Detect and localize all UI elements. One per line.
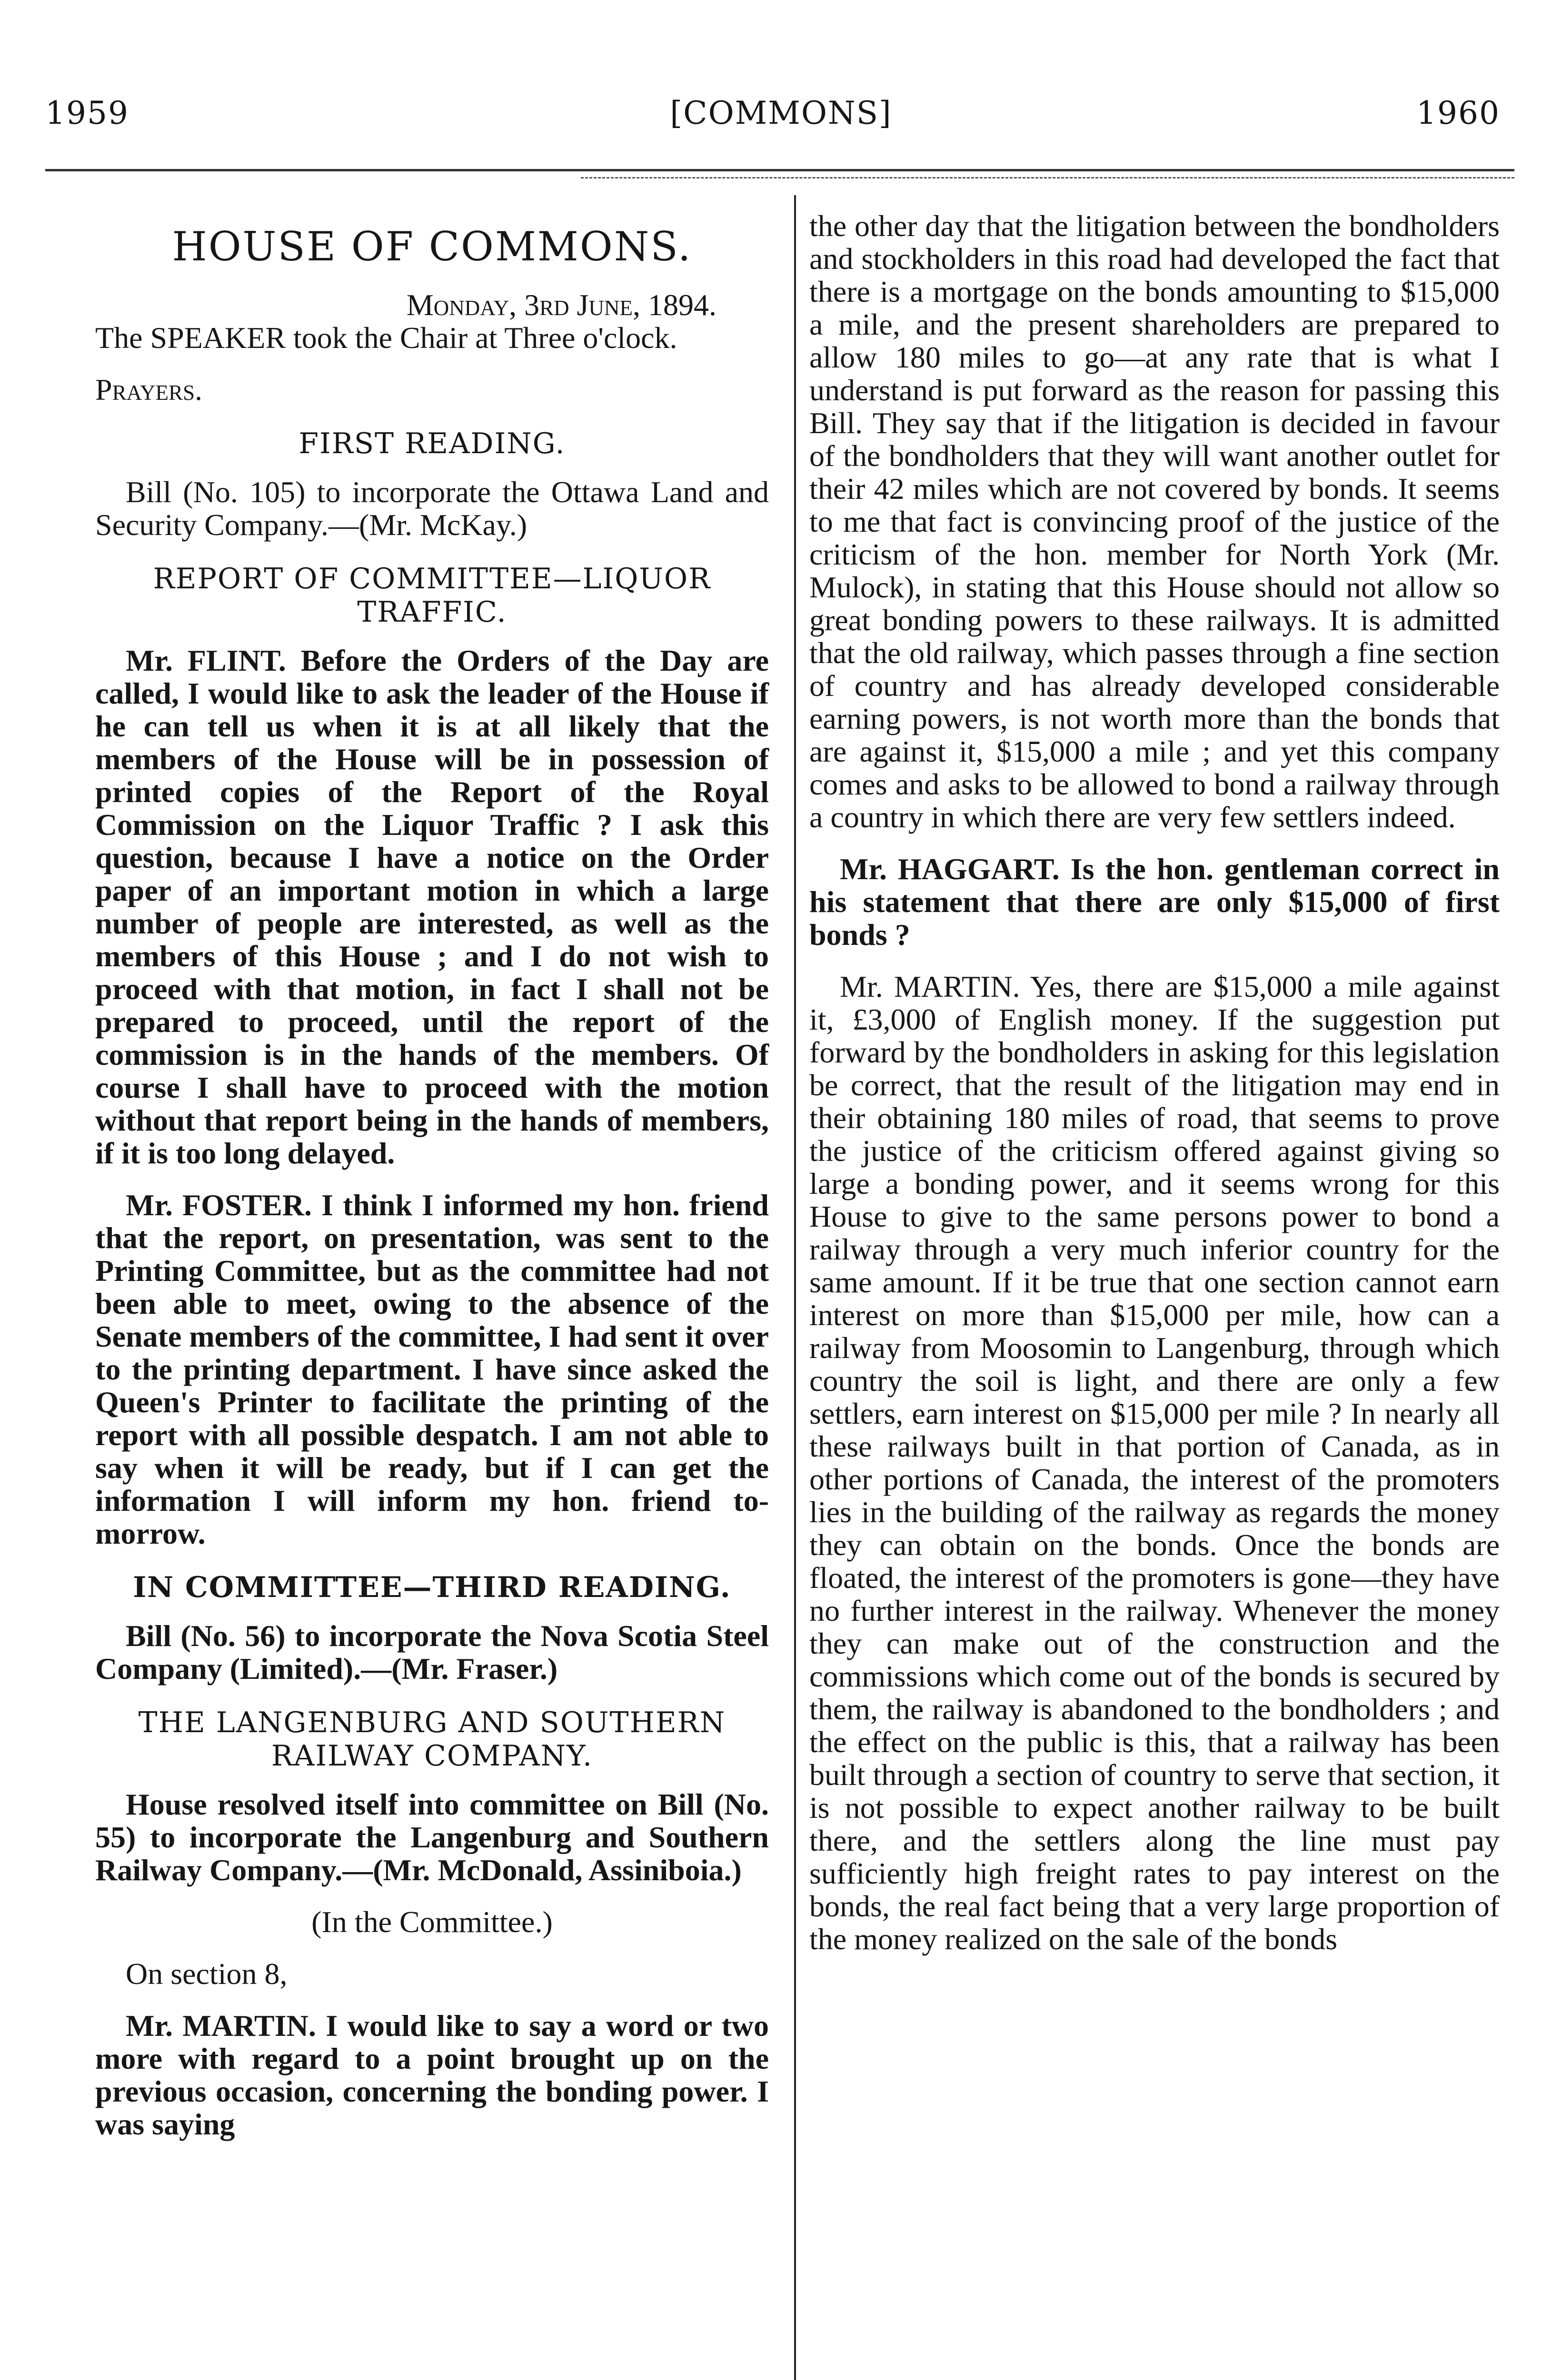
header-rule-dashed <box>581 177 1514 178</box>
house-title: HOUSE OF COMMONS. <box>172 223 692 270</box>
foster-paragraph <box>95 1189 769 1550</box>
continued-text: the other day that the litigation between the bondholders and stockholders in this road had developed the fact that there is a mortgage on the bonds amounting to $15,000 a mile, and the present shareholders are prepared to allow 180 miles to go—at any rate that is what I understand is put forward as the reason for passing this Bill. They say that if the litigation is decided in favour of the bondholders that they will want another outlet for their 42 miles which are not covered by bonds. It seems to me that fact is convincing proof of the justice of the criticism of the hon. member for North York (Mr. Mulock), in stating that this House should not allow so great bonding powers to these railways. It is admitted that the old railway, which passes through a fine section of country and has already developed considerable earning powers, is not worth more than the bonds that are against it, $15,000 a mile ; and yet this company comes and asks to be allowed to bond a railway through a country in which there are very few settlers indeed. <box>809 209 1500 834</box>
page-number-right: 1960 <box>1416 95 1500 131</box>
haggart-text: Is the hon. gentleman correct in his statement that there are only $15,000 of first bonds ? <box>809 852 1500 952</box>
prayers: Prayers. <box>95 373 203 407</box>
foster-speaker: Mr. FOSTER. <box>126 1188 312 1222</box>
haggart-speaker: Mr. HAGGART. <box>840 852 1060 886</box>
flint-speaker: Mr. FLINT. <box>126 644 286 677</box>
foster-text: I think I informed my hon. friend that the report, on presentation, was sent to the Printing Committee, but as the committee had not been able to meet, owing to the absence of the Senate members of the committee, I had sent it over to the printing department. I have since asked the Queen's Printer to facilitate the printing of the report with all possible despatch. I am not able to say when it will be ready, but if I can get the information I will inform my hon. friend to-morrow. <box>95 1188 769 1550</box>
header-rule <box>45 169 1514 171</box>
martin2-text: Yes, there are $15,000 a mile against it, £3,000 of English money. If the suggestion put forward by the bondholders in asking for this legislation be correct, that the result of the litigation may end in their obtaining 180 miles of road, that seems to prove the justice of the criticism offered against giving so large a bonding power, and it seems wrong for this House to give to the same persons power to bond a railway through a very much inferior country for the same amount. If it be true that one section cannot earn interest on more than $15,000 per mile, how can a railway from Moosomin to Langenburg, through which country the soil is light, and there are only a few settlers, earn interest on $15,000 per mile ? In nearly all these railways built in that portion of Canada, as in other portions of Canada, the interest of the promoters lies in the building of the railway as regards the money they can obtain on the bonds. Once the bonds are floated, the interest of the promoters is gone—they have no further interest in the railway. Whenever the money they can make out of the construction and the commissions which come out of the bonds is secured by them, the railway is abandoned to the bondholders ; and the effect on the public is this, that a railway has been built through a section of country to serve that section, it is not possible to expect another railway to be built there, and the settlers along the line must pay sufficiently high freight rates to pay interest on the bonds, the real fact being that a very large proportion of the money realized on the sale of the bonds <box>809 970 1500 1956</box>
martin-speaker: Mr. MARTIN. <box>126 2009 316 2043</box>
left-column <box>95 209 769 2141</box>
committee-heading: IN COMMITTEE—THIRD READING. <box>133 1571 731 1604</box>
report-heading: REPORT OF COMMITTEE—LIQUOR TRAFFIC. <box>153 562 711 629</box>
in-committee: (In the Committee.) <box>311 1905 553 1939</box>
speaker-note: The SPEAKER took the Chair at Three o'clock. <box>95 321 677 355</box>
martin-paragraph <box>95 2009 769 2141</box>
page-number-left: 1959 <box>45 95 129 131</box>
flint-text: Before the Orders of the Day are called, I would like to ask the leader of the House if he can tell us when it is at all likely that the members of the House will be in possession of printed copies of the Report of the Royal Commission on the Liquor Traffic ? I ask this question, because I have a notice on the Order paper of an important motion in which a large number of people are interested, as well as the members of this House ; and I do not wish to proceed with that motion, in fact I shall not be prepared to proceed, until the report of the commission is in the hands of the members. Of course I shall have to proceed with the motion without that report being in the hands of members, if it is too long delayed. <box>95 644 769 1170</box>
column-divider <box>794 195 796 2380</box>
martin2-paragraph <box>809 970 1500 1955</box>
bill-105: Bill (No. 105) to incorporate the Ottawa Land and Security Company.—(Mr. McKay.) <box>95 475 769 542</box>
haggart-paragraph <box>809 853 1500 951</box>
flint-paragraph <box>95 644 769 1170</box>
first-reading-heading: FIRST READING. <box>298 427 566 460</box>
right-column <box>809 209 1500 1955</box>
sitting-date: Monday, 3rd June, 1894. <box>406 288 716 322</box>
langenburg-heading: THE LANGENBURG AND SOUTHERN RAILWAY COMPANY. <box>138 1706 726 1773</box>
martin2-speaker: Mr. MARTIN. <box>840 970 1020 1003</box>
on-section: On section 8, <box>126 1957 288 1991</box>
running-head: [COMMONS] <box>670 95 892 131</box>
bill-56: Bill (No. 56) to incorporate the Nova Scotia Steel Company (Limited).—(Mr. Fraser.) <box>95 1619 769 1686</box>
martin-text: I would like to say a word or two more with regard to a point brought up on the previous occasion, concerning the bonding power. I was saying <box>95 2009 769 2141</box>
house-resolved: House resolved itself into committee on Bill (No. 55) to incorporate the Langenburg and Southern Railway Company.—(Mr. McDonald, Assiniboia.) <box>95 1787 769 1887</box>
